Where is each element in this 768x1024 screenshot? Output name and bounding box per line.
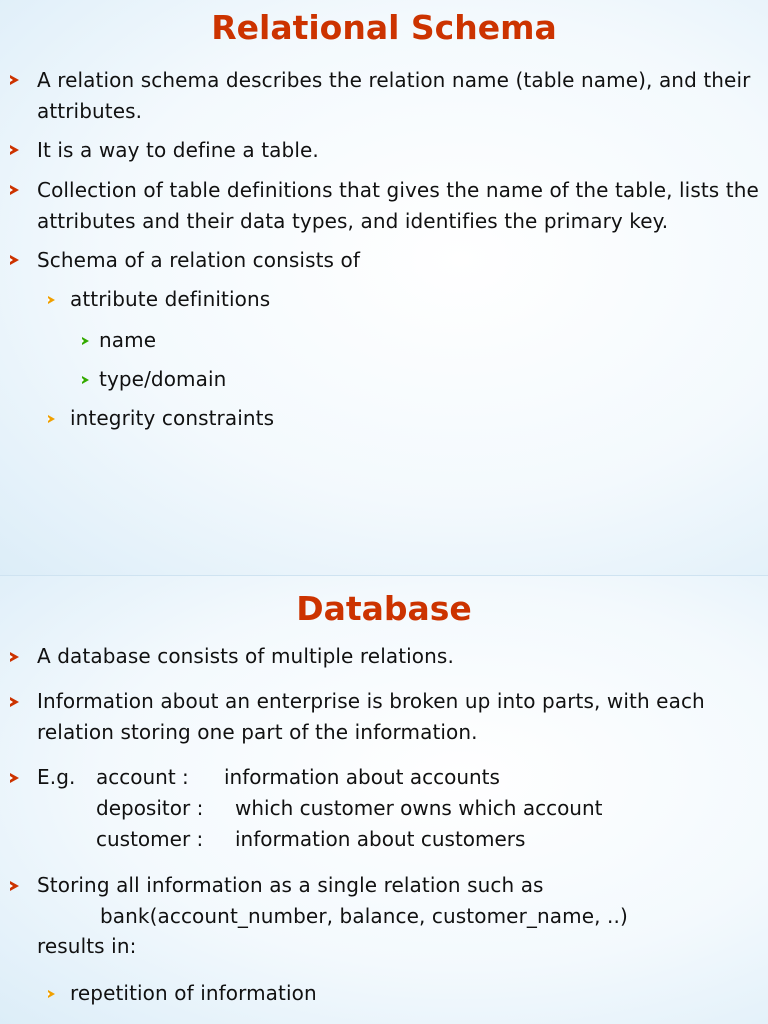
bullet-arrow-icon [10, 75, 19, 85]
slide-database [0, 576, 768, 1024]
sub-bullet-arrow-icon [48, 296, 55, 304]
bullet-arrow-icon [10, 773, 19, 783]
slide-title: Relational Schema [211, 8, 557, 47]
bullet-text: E.g. [37, 765, 76, 789]
bullet-text: A relation schema describes the relation name (table name), and their attributes. [37, 68, 751, 123]
bullet-arrow-icon [10, 652, 19, 662]
example-desc: information about customers [235, 827, 526, 851]
bullet-arrow-icon [10, 255, 19, 265]
bullet-text: Schema of a relation consists of [37, 248, 360, 272]
sub-bullet-text: integrity constraints [70, 406, 275, 430]
bullet-text: A database consists of multiple relations. [37, 644, 454, 668]
bullet-arrow-icon [10, 697, 19, 707]
bullet-text: Collection of table definitions that gives the name of the table, lists the attributes and their data types, and identifies the primary key. [37, 178, 759, 233]
sub-bullet-text: repetition of information [70, 981, 317, 1005]
sub-bullet-arrow-icon [48, 990, 55, 998]
bullet-text: It is a way to define a table. [37, 138, 319, 162]
example-name: customer : [96, 827, 204, 851]
example-desc: information about accounts [224, 765, 500, 789]
subsub-bullet-arrow-icon [82, 337, 89, 345]
sub-bullet-text: attribute definitions [70, 287, 271, 311]
example-name: account : [96, 765, 189, 789]
bullet-text: Storing all information as a single relation such as [37, 873, 544, 897]
bank-relation-text: bank(account_number, balance, customer_name, ..) [100, 904, 628, 928]
bullet-arrow-icon [10, 185, 19, 195]
slide-title: Database [296, 589, 472, 628]
bullet-arrow-icon [10, 145, 19, 155]
sub-bullet-arrow-icon [48, 415, 55, 423]
subsub-bullet-text: name [99, 328, 157, 352]
subsub-bullet-text: type/domain [99, 367, 227, 391]
bullet-text: Information about an enterprise is broken up into parts, with each relation storing one part of the information. [37, 689, 705, 744]
example-name: depositor : [96, 796, 204, 820]
subsub-bullet-arrow-icon [82, 376, 89, 384]
results-in-text: results in: [37, 934, 137, 958]
example-desc: which customer owns which account [235, 796, 603, 820]
bullet-arrow-icon [10, 881, 19, 891]
